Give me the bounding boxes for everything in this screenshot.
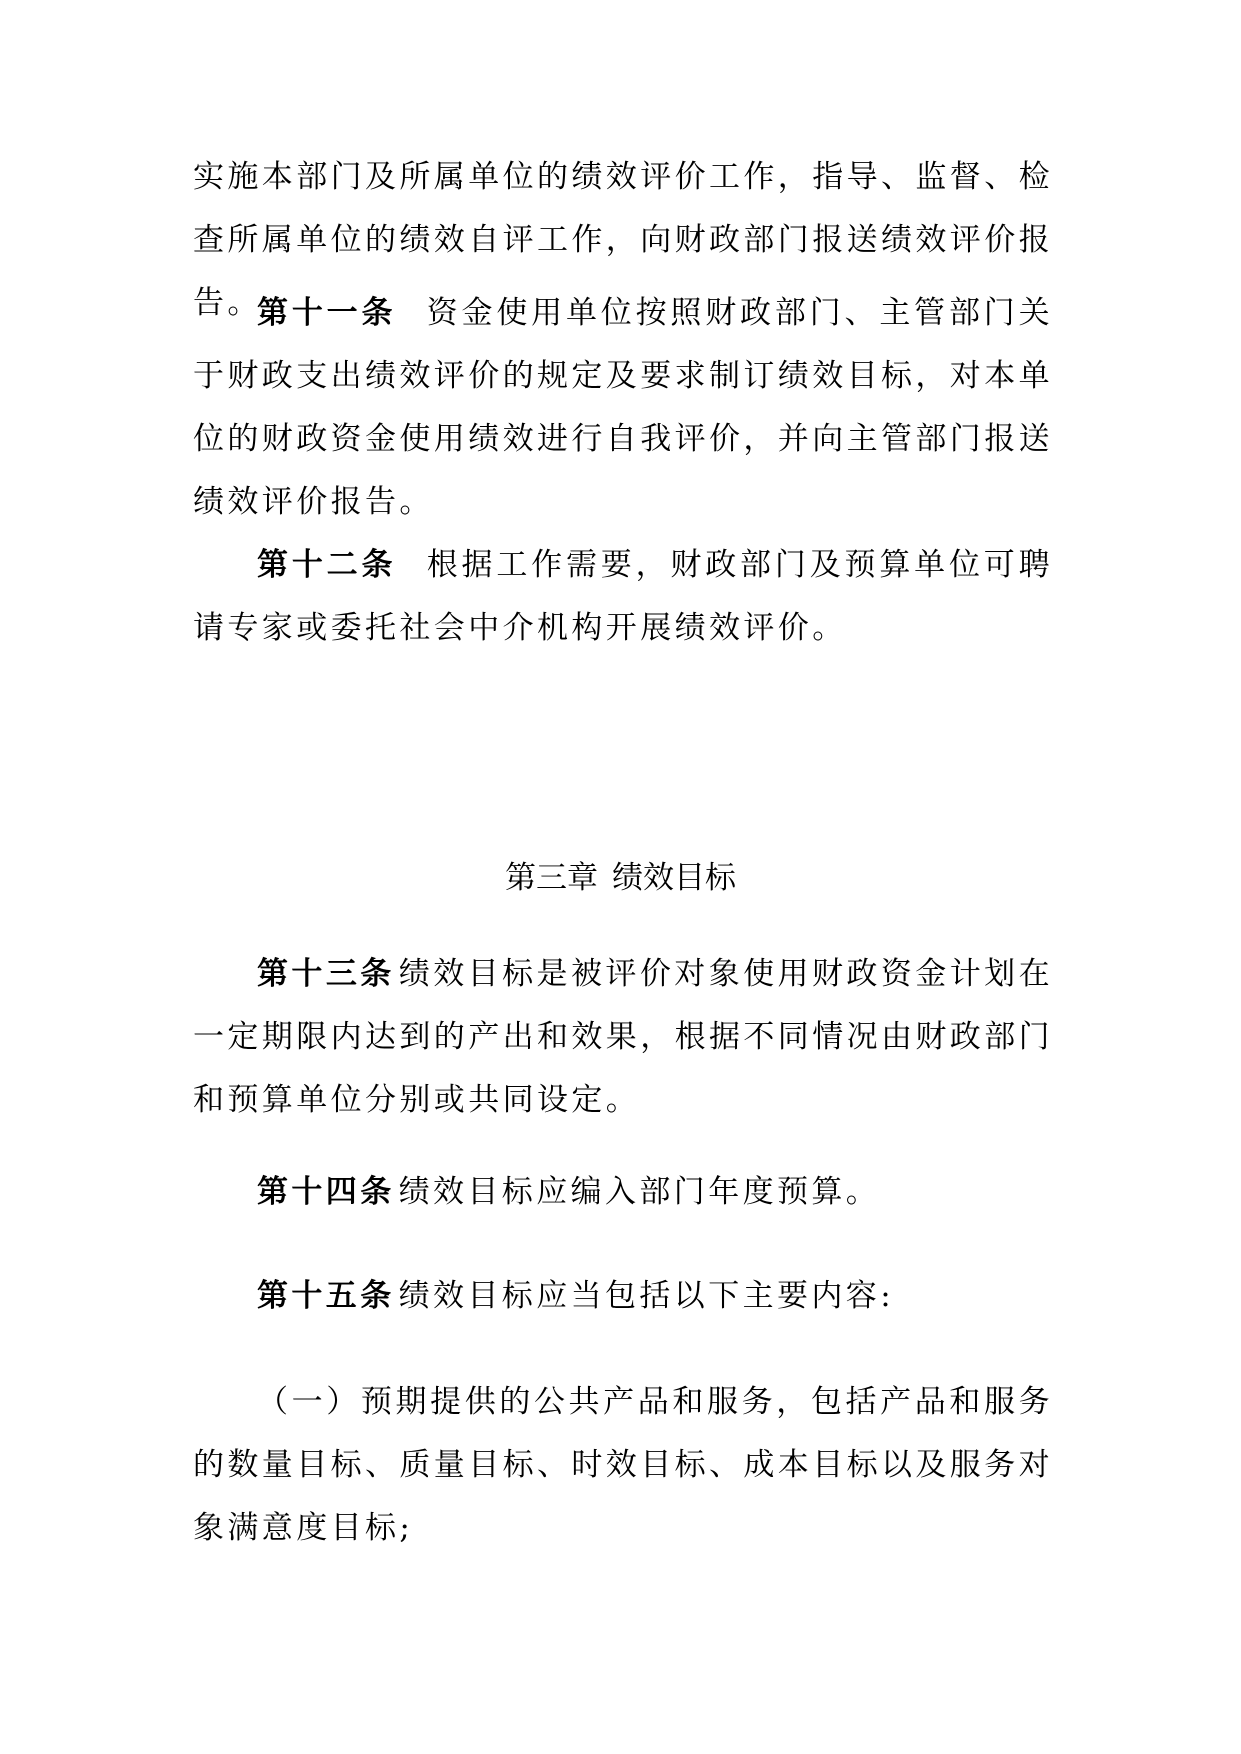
article-15-text: 绩效目标应当包括以下主要内容: bbox=[398, 1278, 895, 1314]
list-item-1-text: （一）预期提供的公共产品和服务，包括产品和服务的数量目标、质量目标、时效目标、成本目标以及服务对象满意度目标; bbox=[193, 1384, 1053, 1546]
chapter-title-text: 绩效目标 bbox=[612, 860, 736, 896]
article-13 bbox=[193, 943, 1053, 1132]
article-14 bbox=[193, 1161, 1053, 1224]
article-14-text: 绩效目标应编入部门年度预算。 bbox=[398, 1174, 881, 1210]
article-11 bbox=[193, 282, 1053, 534]
article-12-text: 根据工作需要，财政部门及预算单位可聘请专家或委托社会中介机构开展绩效评价。 bbox=[193, 547, 1053, 646]
article-15-label: 第十五条 bbox=[257, 1278, 395, 1314]
article-11-text: 资金使用单位按照财政部门、主管部门关于财政支出绩效评价的规定及要求制订绩效目标，对本单位的财政资金使用绩效进行自我评价，并向主管部门报送绩效评价报告。 bbox=[193, 295, 1053, 520]
article-11-label: 第十一条 bbox=[257, 295, 397, 331]
continuation-text: 实施本部门及所属单位的绩效评价工作，指导、监督、检查所属单位的绩效自评工作，向财政部门报送绩效评价报告。 bbox=[193, 159, 1053, 321]
article-15 bbox=[193, 1265, 1053, 1328]
list-item-1 bbox=[193, 1371, 1053, 1560]
chapter-heading bbox=[0, 856, 1241, 900]
article-12-label: 第十二条 bbox=[257, 547, 397, 583]
chapter-number: 第三章 bbox=[505, 860, 598, 896]
article-13-label: 第十三条 bbox=[257, 956, 395, 992]
article-12 bbox=[193, 534, 1053, 660]
article-14-label: 第十四条 bbox=[257, 1174, 395, 1210]
article-13-text: 绩效目标是被评价对象使用财政资金计划在一定期限内达到的产出和效果，根据不同情况由财政部门和预算单位分别或共同设定。 bbox=[193, 956, 1053, 1118]
